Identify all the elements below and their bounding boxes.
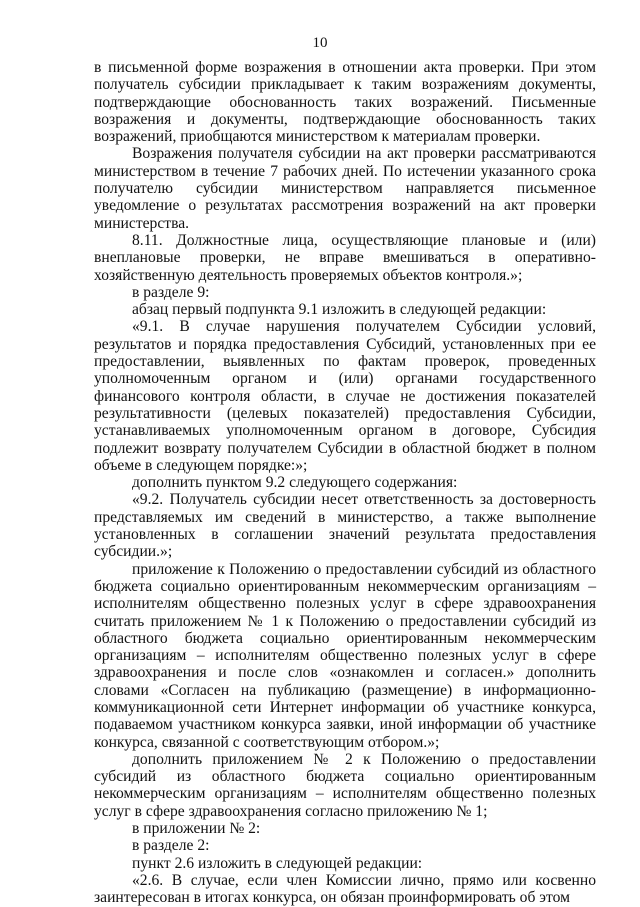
paragraph: пункт 2.6 изложить в следующей редакции: (132, 854, 423, 872)
paragraph: «2.6. В случае, если член Комиссии лично, прямо или косвенно заинтересован в итогах конкурса, он обязан проинформировать об этом (94, 871, 596, 907)
paragraph: в приложении № 2: (132, 820, 261, 838)
document-body (94, 59, 596, 907)
paragraph: в разделе 2: (132, 837, 210, 855)
paragraph: «9.1. В случае нарушения получателем Субсидии условий, результатов и порядка предоставления Субсидий, установленных при ее предоставлении, выявленных по фактам проверок, проведенных уполномоченным органом и (или) органами государственного финансового контроля области, в случае не достижения показателей результативности (целевых показателей) предоставления Субсидии, устанавливаемых уполномоченным органом в договоре, Субсидия подлежит возврату получателем Субсидии в областной бюджет в полном объеме в следующем порядке:»; (94, 318, 596, 474)
paragraph: дополнить пунктом 9.2 следующего содержания: (132, 474, 458, 492)
paragraph: «9.2. Получатель субсидии несет ответственность за достоверность представляемых им сведений в министерство, а также выполнение установленных в соглашении значений результата предоставления субсидии.»; (94, 491, 596, 561)
paragraph: в письменной форме возражения в отношении акта проверки. При этом получатель субсидии прикладывает к таким возражениям документы, подтверждающие обоснованность таких возражений. Письменные возражения и документы, подтверждающие обоснованность таких возражений, приобщаются министерством к материалам проверки. (94, 59, 596, 146)
paragraph: 8.11. Должностные лица, осуществляющие плановые и (или) внеплановые проверки, не вправе вмешиваться в оперативно-хозяйственную деятельность проверяемых объектов контроля.»; (94, 231, 596, 284)
paragraph: Возражения получателя субсидии на акт проверки рассматриваются министерством в течение 7 рабочих дней. По истечении указанного срока получателю субсидии министерством направляется письменное уведомление о результатах рассмотрения возражений на акт проверки министерства. (94, 145, 596, 232)
paragraph: дополнить приложением № 2 к Положению о предоставлении субсидий из областного бюджета социально ориентированным некоммерческим организациям – исполнителям общественно полезных услуг в сфере здравоохранения согласно приложению № 1; (94, 750, 596, 820)
page-number: 10 (312, 35, 328, 51)
paragraph: приложение к Положению о предоставлении субсидий из областного бюджета социально ориентированным некоммерческим организациям – исполнителям общественно полезных услуг в сфере здравоохранения считать приложением № 1 к Положению о предоставлении субсидий из областного бюджета социально ориентированным некоммерческим организациям – исполнителям общественно полезных услуг в сфере здравоохранения и после слов «ознакомлен и согласен.» дополнить словами «Согласен на публикацию (размещение) в информационно-коммуникационной сети Интернет информации об участнике конкурса, подаваемом участником конкурса заявки, иной информации об участнике конкурса, связанной с соответствующим отбором.»; (94, 560, 596, 751)
paragraph: в разделе 9: (132, 283, 210, 301)
paragraph: абзац первый подпункта 9.1 изложить в следующей редакции: (132, 301, 547, 319)
